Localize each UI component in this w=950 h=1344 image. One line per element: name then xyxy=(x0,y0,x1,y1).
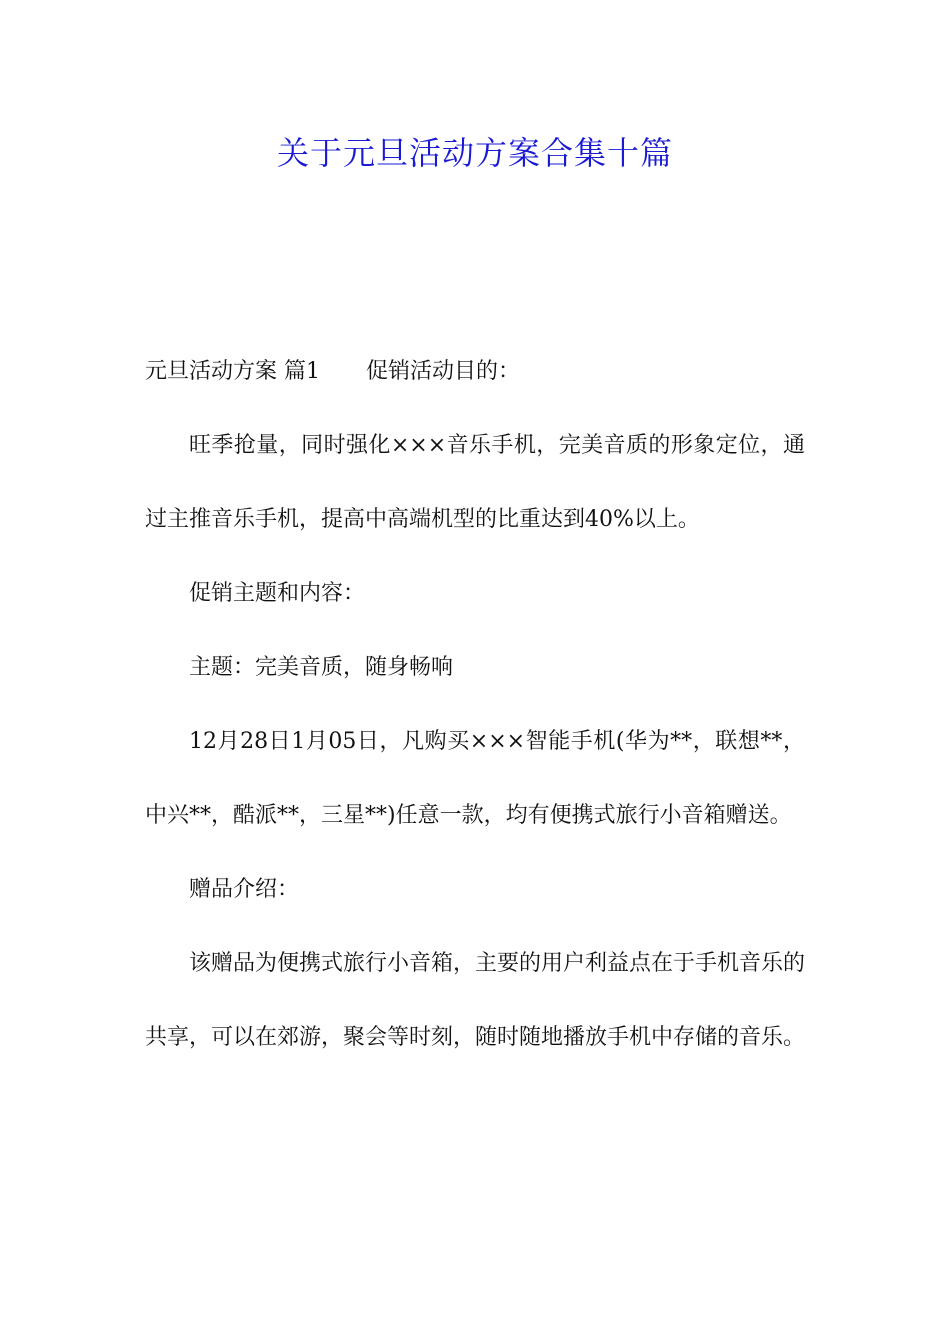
paragraph-theme: 主题：完美音质，随身畅响 xyxy=(189,655,454,680)
document-body xyxy=(145,335,805,1075)
first-line xyxy=(145,335,805,409)
paragraph-gift-heading: 赠品介绍： xyxy=(189,877,300,902)
document-title: 关于元旦活动方案合集十篇 xyxy=(276,134,673,172)
paragraph-gift: 该赠品为便携式旅行小音箱，主要的用户利益点在于手机音乐的共享，可以在郊游，聚会等时刻，随时随地播放手机中存储的音乐。 xyxy=(145,951,806,1050)
paragraph-purpose-heading: 促销活动目的： xyxy=(366,359,521,384)
section-heading: 元旦活动方案 篇1 xyxy=(145,359,320,384)
paragraph-purpose: 旺季抢量，同时强化×××音乐手机，完美音质的形象定位，通过主推音乐手机，提高中高端机型的比重达到40%以上。 xyxy=(145,433,805,532)
paragraph-theme-heading: 促销主题和内容： xyxy=(189,581,366,606)
paragraph-promotion: 12月28日1月05日，凡购买×××智能手机(华为**，联想**，中兴**，酷派**，三星**)任意一款，均有便携式旅行小音箱赠送。 xyxy=(145,729,805,828)
